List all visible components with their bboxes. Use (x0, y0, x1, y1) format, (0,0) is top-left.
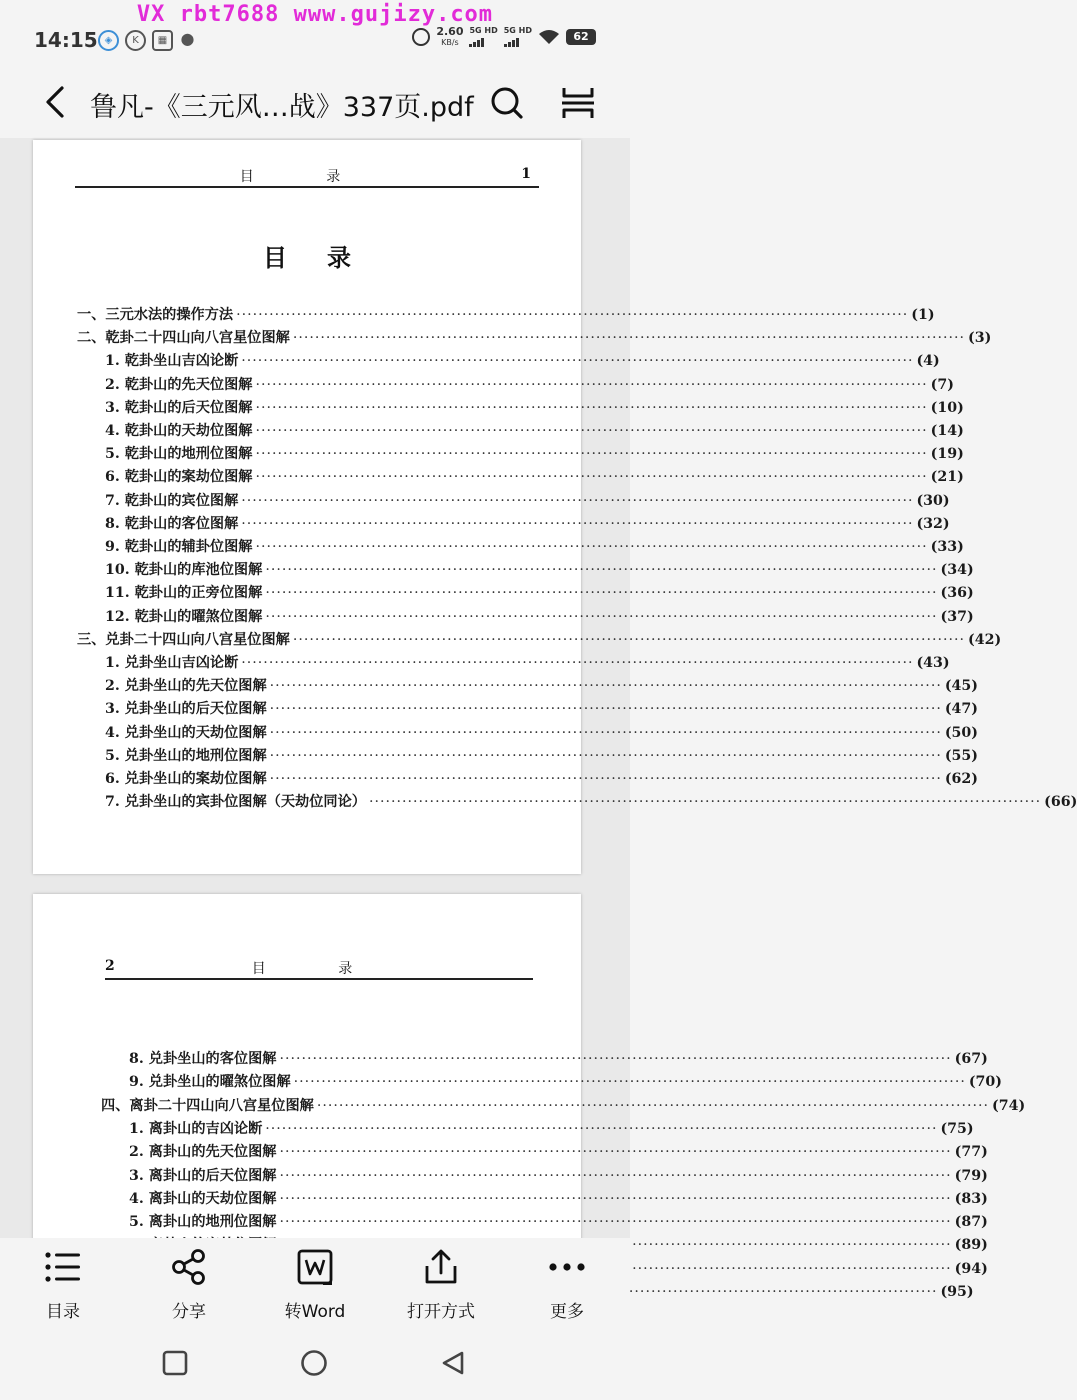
toc-entry-title: 二、乾卦二十四山向八宫星位图解 (77, 330, 290, 347)
toc-leader-dots (265, 1121, 937, 1137)
toc-entry-title: 2. 离卦山的先天位图解 (129, 1144, 277, 1161)
toc-leader-dots (279, 1191, 951, 1207)
toc-entry-title: 3. 离卦山的后天位图解 (129, 1167, 277, 1184)
pdf-viewer[interactable] (0, 138, 1077, 1300)
net-speed: 2.60 KB/s (436, 25, 464, 47)
toc-entry-title: 1. 离卦山的吉凶论断 (129, 1120, 263, 1137)
toc-leader-dots (279, 1214, 951, 1230)
toc-entry-page: (75) (940, 1120, 974, 1137)
toc-leader-dots (279, 1168, 951, 1184)
toc-heading: 目录 (263, 243, 391, 272)
toc-entry-page: (77) (954, 1144, 988, 1161)
fit-width-icon[interactable] (560, 86, 596, 120)
toc-button[interactable]: 目录 (13, 1238, 113, 1328)
toc-leader-dots (270, 725, 942, 741)
toc-entry-page: (45) (944, 678, 979, 695)
toc-entry (101, 1095, 1026, 1117)
open-with-icon (422, 1248, 460, 1286)
convert-word-button[interactable]: 转Word (265, 1238, 365, 1328)
toc-entry-page: (43) (916, 655, 950, 671)
back-arrow-icon[interactable] (38, 84, 74, 120)
watermark-text: VX rbt7688 www.gujizy.com (136, 2, 494, 27)
toc-leader-dots (369, 794, 1041, 810)
toc-entry-title: 三、兑卦二十四山向八宫星位图解 (77, 631, 290, 648)
pdf-page-2 (33, 894, 1026, 1300)
title-bar (0, 68, 630, 138)
alarm-icon (412, 28, 430, 46)
toc-entry-title: 8. 兑卦坐山的客位图解 (129, 1051, 277, 1067)
toc-entry-title: 12. 乾卦山的曜煞位图解 (105, 608, 263, 625)
toc-entry-page: (83) (954, 1190, 988, 1207)
notification-icons (98, 30, 196, 51)
share-button[interactable]: 分享 (139, 1238, 239, 1328)
toc-entry-page: (4) (916, 353, 940, 370)
toc-entry-page: (19) (930, 446, 964, 463)
toc-entry (105, 582, 974, 604)
share-icon (170, 1248, 208, 1286)
toc-leader-dots (255, 377, 927, 393)
toc-entry-title: 9. 兑卦坐山的曜煞位图解 (129, 1074, 291, 1091)
toc-entry (105, 559, 974, 581)
toc-entry (105, 768, 979, 790)
more-icon (548, 1248, 586, 1286)
toc-entry (129, 1165, 988, 1187)
toc-entry-title: 5. 兑卦坐山的地刑位图解 (105, 747, 267, 764)
status-bar (0, 0, 630, 68)
more-button[interactable]: 更多 (517, 1238, 617, 1328)
toc-leader-dots (265, 585, 937, 601)
toc-entry (105, 443, 964, 465)
toc-entry-page: (1) (911, 307, 935, 323)
toc-entry (105, 791, 1077, 813)
toc-entry-page: (36) (940, 585, 974, 602)
signal-bars-icon (469, 37, 497, 47)
toc-entry-title: 8. 乾卦山的客位图解 (105, 515, 239, 532)
toc-entry-page: (47) (944, 701, 979, 718)
toc-leader-dots (265, 562, 937, 578)
toc-leader-dots (294, 1074, 966, 1090)
toc-entry-page: (67) (954, 1051, 988, 1067)
toc-entry (129, 1188, 988, 1210)
toc-entry-title: 2. 兑卦坐山的先天位图解 (105, 678, 267, 695)
pdf-page-1 (33, 140, 1077, 874)
toc-entry (105, 513, 950, 535)
status-right (412, 26, 596, 48)
toc-entry-page: (3) (968, 330, 992, 347)
toc-entry (129, 1118, 974, 1140)
toc-entry-page: (87) (954, 1214, 988, 1231)
wechat-icon: ● (180, 29, 195, 48)
toc-entry-title: 3. 兑卦坐山的后天位图解 (105, 701, 267, 718)
toc-entry (105, 490, 950, 512)
toc-entry-page: (33) (930, 539, 964, 555)
alipay-icon: ◈ (98, 30, 119, 51)
toc-entry-page: (50) (944, 724, 979, 741)
signal-1: 5G HD (469, 27, 497, 47)
battery-icon: 62 (566, 29, 596, 45)
running-head: 2 目 录 (105, 956, 533, 980)
document-title: 鲁凡-《三元风…战》337页.pdf (90, 92, 474, 123)
toc-entry (129, 1071, 1003, 1093)
toc-leader-dots (255, 539, 927, 555)
toc-entry (77, 629, 1002, 651)
toc-entry-title: 11. 乾卦山的正旁位图解 (105, 585, 263, 602)
toc-entry-page: (42) (968, 631, 1002, 648)
open-with-button[interactable]: 打开方式 (391, 1238, 491, 1328)
toc-leader-dots (293, 632, 965, 648)
toc-entry-page: (62) (944, 771, 979, 787)
toc-leader-dots (236, 307, 908, 323)
toc-entry (105, 675, 979, 697)
toc-leader-dots (241, 655, 913, 671)
toc-entry-title: 4. 兑卦坐山的天劫位图解 (105, 724, 267, 741)
toc-leader-dots (270, 701, 942, 717)
toc-leader-dots (270, 678, 942, 694)
wifi-icon (538, 29, 560, 45)
toc-leader-dots (270, 748, 942, 764)
toc-entry (129, 1048, 988, 1070)
toc-entry-page: (66) (1044, 794, 1077, 811)
toc-leader-dots (317, 1098, 989, 1114)
toc-entry-title: 6. 乾卦山的案劫位图解 (105, 469, 253, 486)
toc-entry (105, 698, 979, 720)
toc-leader-dots (270, 771, 942, 787)
toc-entry-page: (55) (944, 747, 979, 764)
toc-entry-title: 9. 乾卦山的辅卦位图解 (105, 539, 253, 555)
toc-entry-page: (30) (916, 492, 950, 509)
toc-entry-page: (95) (940, 1284, 974, 1300)
home-icon[interactable] (300, 1349, 328, 1377)
toc-leader-dots (293, 330, 965, 346)
toc-entry-page: (14) (930, 423, 964, 439)
toc-entry-page: (7) (930, 376, 954, 393)
k-app-icon: K (125, 30, 146, 51)
status-time: 14:15 (34, 28, 98, 52)
nav-back-icon[interactable] (440, 1350, 466, 1376)
toc-entry (105, 466, 964, 488)
system-nav-bar (0, 1328, 630, 1400)
recent-apps-icon[interactable] (162, 1350, 188, 1376)
toc-entry (105, 606, 974, 628)
toc-leader-dots (255, 469, 927, 485)
toc-entry-title: 7. 兑卦坐山的宾卦位图解（天劫位同论） (105, 794, 366, 811)
toc-entry-title: 5. 乾卦山的地刑位图解 (105, 446, 253, 463)
toc-entry-page: (70) (968, 1074, 1003, 1091)
toc-entry (105, 397, 964, 419)
toc-entry-title: 6. 兑卦坐山的案劫位图解 (105, 771, 267, 787)
toc-entry-page: (21) (930, 469, 964, 486)
gallery-icon: ▦ (152, 30, 173, 51)
search-icon[interactable] (490, 86, 524, 120)
toc-entry (105, 652, 950, 674)
toc-leader-dots (255, 446, 927, 462)
toc-entry-title: 3. 乾卦山的后天位图解 (105, 399, 253, 416)
toc-entry-title: 10. 乾卦山的库池位图解 (105, 562, 263, 579)
bottom-toolbar (0, 1238, 630, 1328)
toc-entry-title: 7. 乾卦山的宾位图解 (105, 492, 239, 509)
toc-entry-title: 4. 离卦山的天劫位图解 (129, 1190, 277, 1207)
toc-entry-title: 5. 离卦山的地刑位图解 (129, 1214, 277, 1231)
toc-leader-dots (279, 1051, 951, 1067)
signal-2: 5G HD (504, 27, 532, 47)
toc-entry-page: (32) (916, 515, 950, 532)
toc-entry-page: (74) (992, 1097, 1026, 1114)
toc-entry-title: 1. 兑卦坐山吉凶论断 (105, 655, 239, 671)
toc-entry-page: (79) (954, 1167, 988, 1184)
toc-entry-title: 2. 乾卦山的先天位图解 (105, 376, 253, 393)
running-head: 目 录 1 (75, 164, 539, 188)
toc-entry-title: 4. 乾卦山的天劫位图解 (105, 423, 253, 439)
toc-entry (105, 350, 940, 372)
toc-leader-dots (241, 353, 913, 369)
toc-entry (129, 1211, 988, 1233)
word-icon (296, 1248, 334, 1286)
toc-entry-page: (10) (930, 399, 964, 416)
toc-entry-title: 1. 乾卦坐山吉凶论断 (105, 353, 239, 370)
toc-leader-dots (279, 1144, 951, 1160)
toc-leader-dots (255, 400, 927, 416)
toc-entry (105, 420, 964, 442)
toc-entry-title: 一、三元水法的操作方法 (77, 307, 234, 323)
toc-leader-dots (241, 493, 913, 509)
toc-leader-dots (265, 609, 937, 625)
toc-entry-page: (89) (954, 1237, 988, 1254)
list-icon (44, 1248, 82, 1286)
toc-leader-dots (241, 516, 913, 532)
toc-entry (105, 374, 954, 396)
toc-leader-dots (255, 423, 927, 439)
signal-bars-icon (504, 37, 532, 47)
toc-entry-page: (37) (940, 608, 974, 625)
toc-entry-title: 四、离卦二十四山向八宫星位图解 (101, 1097, 314, 1114)
toc-entry (105, 745, 979, 767)
toc-entry (77, 304, 935, 326)
toc-entry-page: (34) (940, 562, 974, 579)
toc-entry (105, 722, 979, 744)
toc-entry (105, 536, 964, 558)
toc-entry (129, 1141, 988, 1163)
toc-entry (77, 327, 992, 349)
toc-entry-page: (94) (954, 1260, 988, 1277)
